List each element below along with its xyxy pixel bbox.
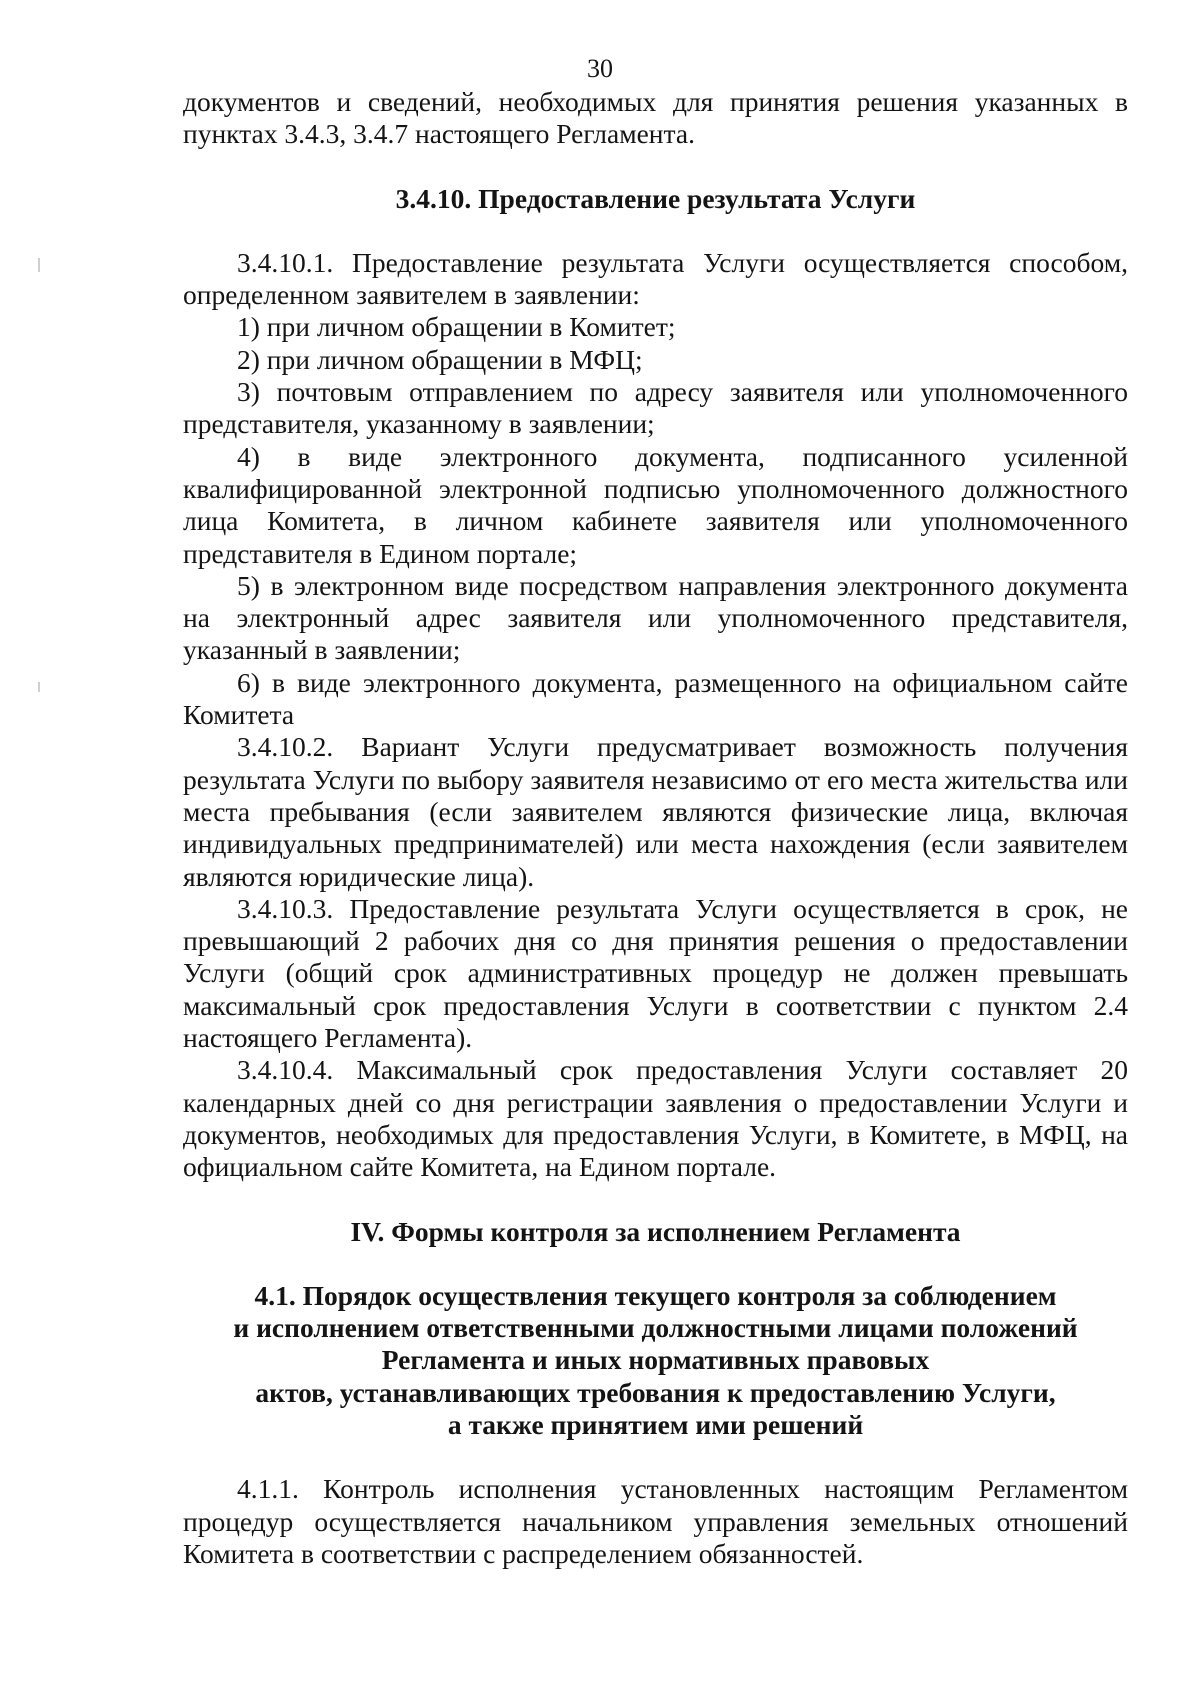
paragraph-3-4-10-1: 3.4.10.1. Предоставление результата Услуги осуществляется способом, определенном заявителем в заявлении: [183,246,1128,311]
paragraph-4-1-1: 4.1.1. Контроль исполнения установленных настоящим Регламентом процедур осуществляется начальником управления земельных отношений Комитета в соответствии с распределением обязанностей. [183,1473,1128,1569]
heading-line: актов, устанавливающих требования к предоставлению Услуги, [255,1376,1056,1408]
list-item: 4) в виде электронного документа, подписанного усиленной квалифицированной электронной подписью уполномоченного должностного лица Комитета, в личном кабинете заявителя или уполномоченного представителя в Едином портале; [183,440,1128,569]
heading-line: и исполнением ответственными должностными лицами положений [233,1312,1078,1344]
document-body [183,86,1128,1570]
paragraph-3-4-10-2: 3.4.10.2. Вариант Услуги предусматривает возможность получения результата Услуги по выбору заявителя независимо от его места жительства или места пребывания (если заявителем являются физические лица, включая индивидуальных предпринимателей) или места нахождения (если заявителем являются юридические лица). [183,731,1128,892]
list-item: 5) в электронном виде посредством направления электронного документа на электронный адрес заявителя или уполномоченного представителя, указанный в заявлении; [183,569,1128,666]
heading-line: а также принятием ими решений [447,1408,864,1440]
paragraph-3-4-10-4: 3.4.10.4. Максимальный срок предоставления Услуги составляет 20 календарных дней со дня регистрации заявления о предоставлении Услуги и документов, необходимых для предоставления Услуги, в Комитете, в МФЦ, на официальном сайте Комитета, на Едином портале. [183,1054,1128,1183]
intro-paragraph: документов и сведений, необходимых для принятия решения указанных в пунктах 3.4.3, 3.4.7 настоящего Регламента. [183,86,1128,150]
list-item: 1) при личном обращении в Комитет; [237,311,676,343]
page-number: 30 [587,54,613,83]
list-item: 6) в виде электронного документа, размещенного на официальном сайте Комитета [183,666,1128,731]
scan-artifact [38,682,40,692]
heading-line: Регламента и иных нормативных правовых [381,1344,930,1376]
list-item: 3) почтовым отправлением по адресу заявителя или уполномоченного представителя, указанному в заявлении; [183,376,1128,440]
list-item: 2) при личном обращении в МФЦ; [237,343,643,375]
paragraph-3-4-10-3: 3.4.10.3. Предоставление результата Услуги осуществляется в срок, не превышающий 2 рабочих дня со дня принятия решения о предоставлении Услуги (общий срок административных процедур не должен превышать максимальный срок предоставления Услуги в соответствии с пунктом 2.4 настоящего Регламента). [183,892,1128,1054]
heading-line: 4.1. Порядок осуществления текущего контроля за соблюдением [254,1279,1057,1311]
scan-artifact [38,258,40,272]
section-heading-3-4-10: 3.4.10. Предоставление результата Услуги [395,182,916,214]
section-heading-iv: IV. Формы контроля за исполнением Регламента [350,1215,961,1247]
section-heading-4-1 [183,1280,1128,1441]
